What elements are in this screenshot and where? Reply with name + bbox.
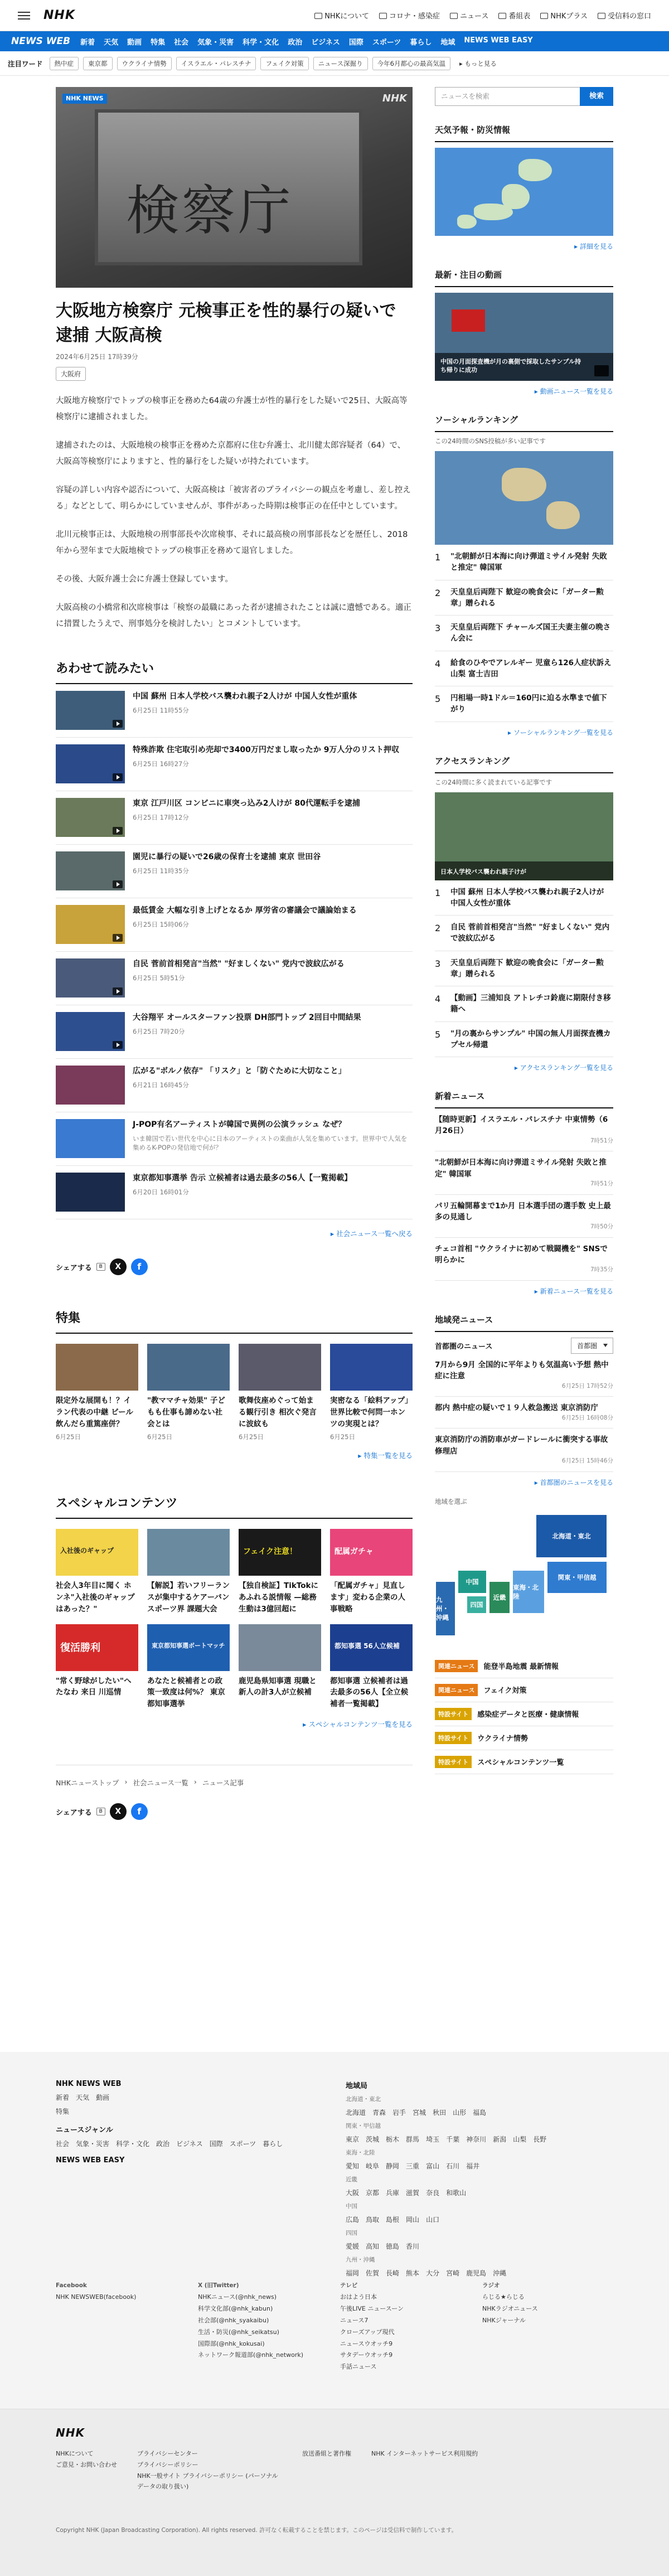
footer-title: NHK NEWS WEB bbox=[56, 2080, 122, 2088]
news-item[interactable]: チェコ首相 "ウクライナに初めて戦闘機を" SNSで明らかに 7時35分 bbox=[435, 1238, 613, 1281]
sidebar bbox=[435, 87, 613, 1820]
list-item[interactable]: 大谷翔平 オールスターファン投票 DH部門トップ 2回目中間結果 6月25日 7時20分 bbox=[56, 1005, 413, 1059]
bookmark-icon[interactable]: B bbox=[96, 1263, 105, 1271]
feature-image bbox=[330, 1344, 413, 1391]
video-list-link[interactable]: ▸ 動画ニュース一覧を見る bbox=[534, 388, 613, 395]
chip[interactable]: ウクライナ情勢 bbox=[117, 57, 172, 70]
nav-programs[interactable]: 番組表 bbox=[498, 10, 530, 21]
play-icon bbox=[113, 880, 123, 888]
video-caption: 中国の月面探査機が月の裏側で採取したサンプル持ち帰りに成功 bbox=[435, 353, 613, 381]
feature-card[interactable]: 限定外な展開も！？イラン代表の中継 ビール飲んだら重篤座併？ 6月25日 bbox=[56, 1344, 138, 1441]
new-arrivals-list bbox=[435, 1108, 613, 1281]
special-card[interactable]: 【解説】若いフリーランスが集中するケアーバンスポーツ界 課題大会 bbox=[147, 1529, 230, 1615]
article-body bbox=[56, 393, 413, 632]
cat-easy[interactable]: NEWS WEB EASY bbox=[464, 36, 533, 45]
region-select[interactable]: 首都圏 bbox=[571, 1338, 613, 1354]
banner-item[interactable]: 関連ニュース 能登半島地震 最新情報 bbox=[435, 1654, 613, 1678]
feature-card[interactable]: "教ママチャ効果" 子どもも仕事も諦めない社会とは 6月25日 bbox=[147, 1344, 230, 1441]
social-ranking-link[interactable]: ▸ ソーシャルランキング一覧を見る bbox=[507, 728, 613, 737]
breadcrumb-current: ニュース記事 bbox=[202, 1779, 244, 1788]
access-ranking-heading: アクセスランキング bbox=[435, 755, 613, 773]
cat-life[interactable]: 暮らし bbox=[410, 38, 432, 47]
window-icon bbox=[598, 13, 605, 19]
thumbnail bbox=[56, 1119, 125, 1158]
article-title: 大阪地方検察庁 元検事正を性的暴行の疑いで逮捕 大阪高検 bbox=[56, 301, 396, 345]
share-bar-bottom: シェアする B X f bbox=[56, 1803, 413, 1820]
paragraph: 容疑の詳しい内容や認否について、大阪高検は「被害者のプライバシーの観点を考慮し、差し控える」などとして、明らかにしていませんが、事件があった時期は検事正の在任中としています。 bbox=[56, 486, 411, 511]
nav-about[interactable]: NHKについて bbox=[314, 10, 369, 21]
cat-intl[interactable]: 国際 bbox=[348, 38, 363, 47]
search-input[interactable]: ニュースを検索 bbox=[435, 87, 580, 106]
special-image: 復活勝利 bbox=[56, 1624, 138, 1671]
chip[interactable]: 今年6月都心の最高気温 bbox=[372, 57, 450, 70]
search-button[interactable]: 検索 bbox=[580, 87, 613, 106]
list-item[interactable]: 東京都知事選挙 告示 立候補者は過去最多の56人【一覧掲載】 6月20日 16時01分 bbox=[56, 1166, 413, 1219]
ranking-item[interactable]: 3 天皇皇后両陛下 チャールズ国王夫妻主催の晩さん会に bbox=[435, 616, 613, 651]
menu-icon[interactable] bbox=[18, 12, 30, 20]
cat-region[interactable]: 地域 bbox=[440, 38, 455, 47]
play-icon bbox=[113, 773, 123, 781]
main-column bbox=[56, 87, 413, 1820]
weather-map[interactable] bbox=[435, 148, 613, 236]
footer-logo[interactable]: NHK bbox=[56, 2426, 85, 2439]
footer-region-links: 地域局 北海道・東北 北海道 青森 岩手 宮城 秋田 山形 福島 関東・甲信越 東京 茨城 栃木 群馬 埼玉 千葉 神奈川 新潟 山梨 長野 東海・北陸 愛知 岐阜 静岡 三重 富山 石川 福井 近畿 大阪 京都 兵庫 滋賀 奈良 和歌山 中国 広島 鳥取 島根 岡山 山口 四国 愛媛 高知 徳島 香川 九州・沖縄 福岡 佐賀 長崎 熊本 大分 宮崎 鹿児島 沖縄 bbox=[346, 2082, 547, 2277]
features-heading: 特集 bbox=[56, 1309, 413, 1334]
special-card[interactable]: 入社後のギャップ 社会人3年目に聞く ホンネ"入社後のギャップはあった？" bbox=[56, 1529, 138, 1615]
special-card[interactable]: フェイク注意！ 【独自検証】TikTokにあふれる説情報 —総務生動は3億回超に bbox=[239, 1529, 321, 1615]
regional-news-list bbox=[435, 1354, 613, 1472]
cat-politics[interactable]: 政治 bbox=[288, 38, 303, 47]
news-item[interactable]: 7月から9月 全国的に平年よりも気温高い予想 熱中症に注意 6月25日 17時52分 bbox=[435, 1354, 613, 1397]
regional-heading: 地域発ニュース bbox=[435, 1314, 613, 1332]
access-ranking-sub: この24時間に多く読まれている記事です bbox=[435, 778, 552, 786]
access-top-image[interactable] bbox=[435, 792, 613, 880]
special-image: 入社後のギャップ bbox=[56, 1529, 138, 1576]
nhk-icon bbox=[314, 13, 322, 19]
share-bar bbox=[56, 1258, 413, 1275]
special-image bbox=[147, 1529, 230, 1576]
footer-links: NHKについて ご意見・お問い合わせ プライバシーセンター プライバシーポリシー NHK一般サイト プライバシーポリシー (パーソナルデータの取り扱い) 放送番組と著作権 NHK インターネットサービス利用規約 bbox=[56, 2450, 478, 2491]
nav-corona[interactable]: コロナ・感染症 bbox=[379, 10, 440, 21]
special-image: 東京都知事選ボートマッチ bbox=[147, 1624, 230, 1671]
chip[interactable]: 東京都 bbox=[83, 57, 113, 70]
ranking-item[interactable]: 4 給食のひやでアレルギー 児童ら126人症状訴え山梨 富士吉田 bbox=[435, 651, 613, 687]
breadcrumb-society[interactable]: 社会ニュース一覧 bbox=[133, 1779, 188, 1788]
hot-words-bar bbox=[0, 51, 669, 76]
feature-image bbox=[147, 1344, 230, 1391]
paragraph: 北川元検事正は、大阪地検の刑事部長や次席検事、それに最高検の刑事部長などを歴任し、2018年から翌年まで大阪地検でトップの検事正を務めて退官しました。 bbox=[56, 530, 408, 555]
virus-icon bbox=[379, 13, 387, 19]
chip[interactable]: ニュース深掘り bbox=[313, 57, 368, 70]
more-words-button[interactable]: ▸ もっと見る bbox=[459, 59, 497, 67]
special-image: フェイク注意！ bbox=[239, 1529, 321, 1576]
region-hokkaido-tohoku[interactable]: 北海道・東北 bbox=[535, 1514, 608, 1558]
banner-item[interactable]: 特設サイト ウクライナ情勢 bbox=[435, 1726, 613, 1750]
list-item[interactable]: 広がる"ボルノ依存" 「リスク」と「防ぐために大切なこと」 6月21日 16時45分 bbox=[56, 1059, 413, 1112]
article-hero-image bbox=[56, 87, 413, 288]
latest-video[interactable] bbox=[435, 293, 613, 381]
thumbnail bbox=[56, 744, 125, 783]
nav-news[interactable]: ニュース bbox=[450, 10, 488, 21]
cat-disaster[interactable]: 気象・災害 bbox=[197, 38, 234, 47]
chip[interactable]: 熱中症 bbox=[50, 57, 79, 70]
chip[interactable]: フェイク対策 bbox=[260, 57, 308, 70]
news-item[interactable]: "北朝鮮が日本海に向け弾道ミサイル発射 失敗と推定" 韓国軍 7時51分 bbox=[435, 1151, 613, 1194]
ranking-item[interactable]: 4 【動画】三浦知良 アトレチコ鈴鹿に期限付き移籍へ bbox=[435, 986, 613, 1022]
paragraph: 大阪高検の小橋常和次席検事は「検察の最職にあった者が逮捕されたことは誠に遺憾である。適正に措置したうえで、刑事処分を検討したい」とコメントしています。 bbox=[56, 603, 411, 628]
facebook-share-icon[interactable]: f bbox=[131, 1258, 148, 1275]
global-header bbox=[0, 0, 669, 31]
footer-social: Facebook NHK NEWSWEB(facebook) X (旧Twitter) NHKニュース(@nhk_news) 科学文化部(@nhk_kabun) 社会部(@nhk_syakaibu) 生活・防災(@nhk_seikatsu) 国際部(@nhk_kokusai) ネットワーク報道部(@nhk_network) テレビ おはよう日本 午後LIVE ニュースーン ニュース7 クローズアップ現代 ニュースウオッチ9 サタデーウオッチ9 手話ニュース ラジオ らじる★らじる NHKラジオニュース NHKジャーナル bbox=[56, 2282, 538, 2371]
region-tokai[interactable]: 東海・北陸 bbox=[512, 1570, 545, 1614]
cat-weather[interactable]: 天気 bbox=[104, 38, 119, 47]
special-section bbox=[56, 1494, 413, 1730]
list-item[interactable]: 中国 蘇州 日本人学校バス襲われ親子2人けが 中国人女性が重体 6月25日 11時55分 bbox=[56, 684, 413, 738]
ranking-item[interactable]: 1 中国 蘇州 日本人学校バス襲われ親子2人けが 中国人女性が重体 bbox=[435, 880, 613, 916]
social-ranking-heading: ソーシャルランキング bbox=[435, 414, 613, 432]
region-map-label: 地域を選ぶ bbox=[435, 1497, 467, 1505]
latest-video-heading: 最新・注目の動画 bbox=[435, 269, 613, 287]
thumbnail bbox=[56, 1066, 125, 1105]
x-share-icon[interactable]: X bbox=[110, 1803, 127, 1820]
feature-image bbox=[239, 1344, 321, 1391]
new-arrivals-link[interactable]: ▸ 新着ニュース一覧を見る bbox=[534, 1287, 613, 1295]
access-ranking-link[interactable]: ▸ アクセスランキング一覧を見る bbox=[514, 1064, 613, 1072]
banner-list bbox=[435, 1654, 613, 1774]
regional-news-link[interactable]: ▸ 首都圏のニュースを見る bbox=[534, 1478, 613, 1486]
cat-science[interactable]: 科学・文化 bbox=[243, 38, 279, 47]
access-ranking-list bbox=[435, 880, 613, 1058]
list-item[interactable]: 最低賃金 大幅な引き上げとなるか 厚労省の審議会で議論始まる 6月25日 15時06分 bbox=[56, 898, 413, 952]
share-label: シェアする bbox=[56, 1263, 92, 1272]
nav-nhkplus[interactable]: NHKプラス bbox=[540, 10, 588, 21]
list-item[interactable]: 東京 江戸川区 コンビニに車突っ込み2人けが 80代運転手を逮捕 6月25日 17時12分 bbox=[56, 791, 413, 845]
nhk-watermark: NHK bbox=[382, 93, 407, 104]
thumbnail bbox=[56, 798, 125, 837]
footer bbox=[0, 2052, 669, 2576]
special-image bbox=[239, 1624, 321, 1671]
thumbnail bbox=[56, 1173, 125, 1212]
weather-detail-link[interactable]: ▸ 詳細を見る bbox=[574, 243, 613, 250]
region-kyushu[interactable]: 九州・沖縄 bbox=[435, 1581, 456, 1636]
region-kanto[interactable]: 関東・甲信越 bbox=[546, 1561, 608, 1594]
thumbnail bbox=[56, 691, 125, 730]
sign-text: 検察庁 bbox=[126, 180, 293, 242]
related-heading: あわせて読みたい bbox=[56, 659, 413, 684]
news-icon bbox=[450, 13, 458, 19]
list-item[interactable]: J-POP有名アーティストが韓国で異例の公演ラッシュ なぜ？ いま韓国で若い世代を中心に日本のアーティストの楽曲が人気を集めています。世界中で人気を集めるK-POPの発信地で何が？ bbox=[56, 1112, 413, 1166]
search-box bbox=[435, 87, 613, 106]
access-caption: 日本人学校バス襲われ親子けが bbox=[435, 861, 613, 880]
copyright: Copyright NHK (Japan Broadcasting Corporation). All rights reserved. 許可なく転載することを禁じます。このページは受信料で制作しています。 bbox=[56, 2527, 458, 2534]
play-icon bbox=[113, 934, 123, 942]
cat-video[interactable]: 動画 bbox=[127, 38, 142, 47]
ranking-item[interactable]: 1 "北朝鮮が日本海に向け弾道ミサイル発射 失敗と推定" 韓国軍 bbox=[435, 545, 613, 580]
ranking-item[interactable]: 5 "月の裏からサンプル" 中国の無人月面探査機カプセル帰還 bbox=[435, 1022, 613, 1058]
paragraph: 大阪地方検察庁でトップの検事正を務めた64歳の弁護士が性的暴行をした疑いで25日、大阪高等検察庁に逮捕されました。 bbox=[56, 396, 408, 422]
banner-item[interactable]: 特設サイト スペシャルコンテンツ一覧 bbox=[435, 1750, 613, 1774]
features-more-link[interactable]: ▸ 特集一覧を見る bbox=[358, 1451, 413, 1460]
play-icon bbox=[113, 987, 123, 995]
ranking-item[interactable]: 5 円相場一時1ドル＝160円に迫る水準まで値下がり bbox=[435, 686, 613, 722]
hot-words-label: 注目ワード bbox=[8, 59, 43, 68]
breadcrumb: NHKニューストップ › 社会ニュース一覧 › ニュース記事 bbox=[56, 1765, 413, 1788]
breadcrumb-top[interactable]: NHKニューストップ bbox=[56, 1779, 119, 1788]
list-item[interactable]: 園児に暴行の疑いで26歳の保育士を逮捕 東京 世田谷 6月25日 11時35分 bbox=[56, 845, 413, 898]
special-card[interactable]: 都知事選 56人立候補 都知事選 立候補者は過去最多の56人【全立候補者一覧掲載】 bbox=[330, 1624, 413, 1711]
flag-image bbox=[452, 309, 485, 332]
ranking-item[interactable]: 3 天皇皇后両陛下 歓迎の晩食会に「ガーター勲章」贈られる bbox=[435, 951, 613, 987]
cat-new[interactable]: 新着 bbox=[80, 38, 95, 47]
news-web-logo[interactable]: NEWS WEB bbox=[11, 36, 71, 47]
special-card[interactable]: 復活勝利 "常く野球がしたい"へたなわ 来日 川巡情 bbox=[56, 1624, 138, 1711]
thumbnail bbox=[56, 851, 125, 890]
cat-society[interactable]: 社会 bbox=[174, 38, 189, 47]
nhk-logo[interactable]: NHK bbox=[43, 8, 75, 22]
news-item[interactable]: 都内 熱中症の疑いで１９人救急搬送 東京消防庁 6月25日 16時08分 bbox=[435, 1397, 613, 1429]
news-web-bar bbox=[0, 31, 669, 51]
weather-heading: 天気予報・防災情報 bbox=[435, 124, 613, 142]
region-chugoku[interactable]: 中国 bbox=[457, 1570, 487, 1594]
special-card[interactable]: 鹿児島県知事選 現職と新人の計3人が立候補 bbox=[239, 1624, 321, 1711]
play-icon[interactable] bbox=[594, 365, 609, 376]
social-ranking-list bbox=[435, 545, 613, 722]
content-wrap bbox=[56, 76, 613, 1820]
region-shikoku[interactable]: 四国 bbox=[466, 1595, 487, 1614]
region-kinki[interactable]: 近畿 bbox=[488, 1581, 511, 1614]
banner-item[interactable]: 関連ニュース フェイク対策 bbox=[435, 1678, 613, 1702]
footer-bottom bbox=[0, 2409, 669, 2576]
facebook-share-icon[interactable]: f bbox=[131, 1803, 148, 1820]
special-heading: スペシャルコンテンツ bbox=[56, 1494, 413, 1519]
paragraph: その後、大阪弁護士会に弁護士登録しています。 bbox=[56, 575, 233, 584]
special-more-link[interactable]: ▸ スペシャルコンテンツ一覧を見る bbox=[303, 1720, 413, 1729]
cat-sports[interactable]: スポーツ bbox=[372, 38, 401, 47]
ranking-item[interactable]: 2 自民 菅前首相発言"当然" "好ましくない" 党内で波紋広がる bbox=[435, 916, 613, 951]
prosecutor-sign bbox=[95, 109, 362, 265]
nav-fee[interactable]: 受信料の窓口 bbox=[598, 10, 651, 21]
cat-business[interactable]: ビジネス bbox=[311, 38, 340, 47]
feature-card[interactable]: 歌舞伎座めぐって始まる観行引き 相次ぐ発言に波紋も 6月25日 bbox=[239, 1344, 321, 1441]
ranking-item[interactable]: 2 天皇皇后両陛下 歓迎の晩食会に「ガーター勲章」贈られる bbox=[435, 580, 613, 616]
paragraph: 逮捕されたのは、大阪地検の検事正を務めた京都府に住む弁護士、北川健太郎容疑者（64）で、大阪高等検察庁によりますと、性的暴行をした疑いが持たれています。 bbox=[56, 441, 406, 466]
feature-card[interactable]: 実密なる「絵料アップ」 世界比較で何問一ホンツの実現とは？ 6月25日 bbox=[330, 1344, 413, 1441]
footer-news-links: NHK NEWS WEB 新着 天気 動画 特集 ニュースジャンル 社会 気象・災害 科学・文化 政治 ビジネス 国際 スポーツ 暮らし NEWS WEB EASY bbox=[56, 2080, 323, 2278]
news-item[interactable]: 【随時更新】イスラエル・パレスチナ 中東情勢（6月26日） 7時51分 bbox=[435, 1108, 613, 1151]
thumbnail bbox=[56, 905, 125, 944]
special-card[interactable]: 配属ガチャ 「配属ガチャ」見直します」変わる企業の人事戦略 bbox=[330, 1529, 413, 1615]
social-top-image[interactable] bbox=[435, 451, 613, 545]
regional-tab: 首都圏のニュース 首都圏 bbox=[435, 1338, 613, 1354]
thumbnail bbox=[56, 958, 125, 998]
features-section bbox=[56, 1309, 413, 1460]
special-image: 配属ガチャ bbox=[330, 1529, 413, 1576]
tv-icon bbox=[498, 13, 506, 19]
chip[interactable]: イスラエル・パレスチナ bbox=[176, 57, 256, 70]
news-item[interactable]: パリ五輪開幕まで1か月 日本選手団の選手数 史上最多の見通し 7時50分 bbox=[435, 1195, 613, 1238]
related-section bbox=[56, 659, 413, 1238]
bookmark-icon[interactable]: B bbox=[96, 1808, 105, 1815]
new-arrivals-heading: 新着ニュース bbox=[435, 1090, 613, 1108]
nhk-news-badge: NHK NEWS bbox=[62, 94, 107, 104]
global-nav bbox=[314, 10, 651, 21]
thumbnail bbox=[56, 1012, 125, 1051]
list-item[interactable]: 自民 菅前首相発言"当然" "好ましくない" 党内で波紋広がる 6月25日 5時51分 bbox=[56, 952, 413, 1005]
banner-item[interactable]: 特設サイト 感染症データと医療・健康情報 bbox=[435, 1702, 613, 1726]
feature-image bbox=[56, 1344, 138, 1391]
x-share-icon[interactable]: X bbox=[110, 1258, 127, 1275]
social-ranking-sub: この24時間のSNS投稿が多い記事です bbox=[435, 437, 546, 445]
news-item[interactable]: 東京消防庁の消防車がガードレールに衝突する事故 修理店 6月25日 15時46分 bbox=[435, 1429, 613, 1471]
play-icon bbox=[113, 720, 123, 728]
region-tag[interactable]: 大阪府 bbox=[56, 367, 86, 381]
list-item[interactable]: 特殊詐欺 住宅取引め売却で3400万円だまし取ったか 9万人分のリスト押収 6月25日 16時27分 bbox=[56, 738, 413, 791]
category-nav bbox=[80, 36, 533, 47]
plus-icon bbox=[540, 13, 548, 19]
play-icon bbox=[113, 827, 123, 835]
play-icon bbox=[113, 1041, 123, 1049]
back-to-society-link[interactable]: ▸ 社会ニュース一覧へ戻る bbox=[330, 1229, 413, 1238]
region-map bbox=[435, 1514, 613, 1643]
article-date: 2024年6月25日 17時39分 bbox=[56, 353, 138, 361]
special-image: 都知事選 56人立候補 bbox=[330, 1624, 413, 1671]
cat-feature[interactable]: 特集 bbox=[151, 38, 166, 47]
special-card[interactable]: 東京都知事選ボートマッチ あなたと候補者との政策一致度は何%？ 東京都知事選挙 bbox=[147, 1624, 230, 1711]
